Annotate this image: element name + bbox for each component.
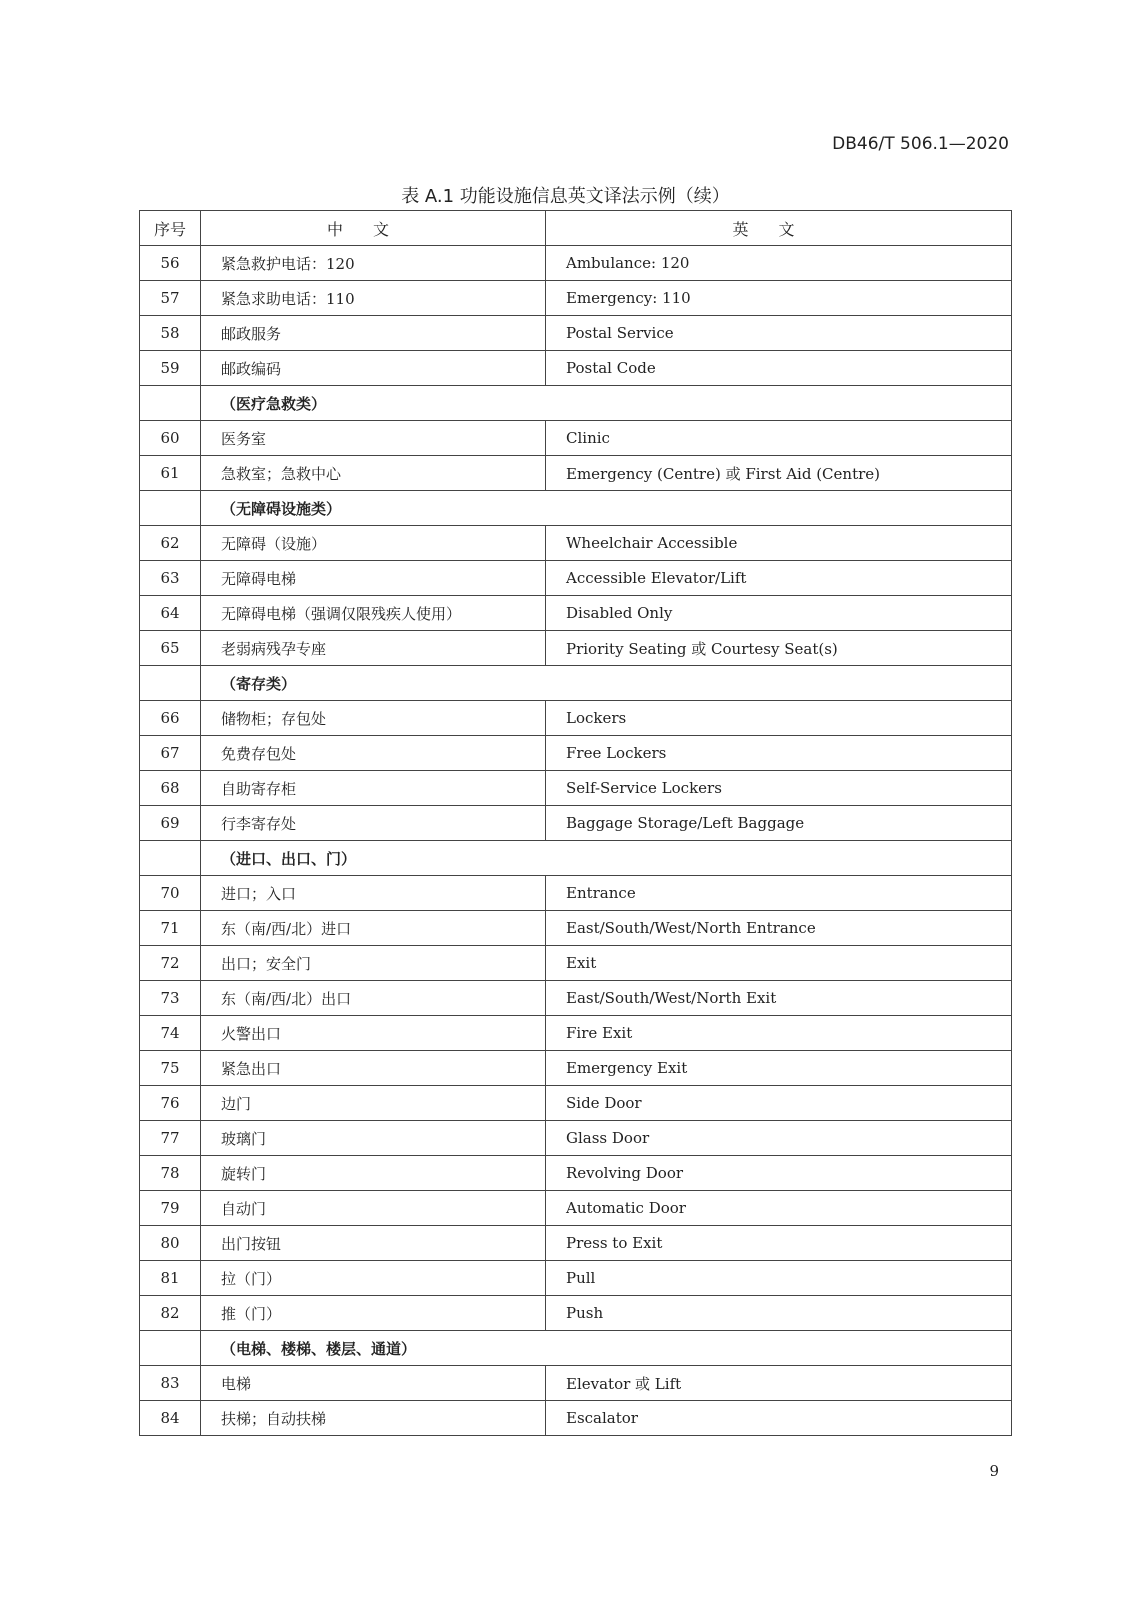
- row-number: 83: [140, 1366, 201, 1401]
- row-number: 71: [140, 911, 201, 946]
- english-term: Revolving Door: [546, 1156, 1012, 1191]
- row-number: 62: [140, 526, 201, 561]
- english-term: Baggage Storage/Left Baggage: [546, 806, 1012, 841]
- table-row: [140, 246, 1012, 281]
- table-row: [140, 1401, 1012, 1436]
- row-number: 76: [140, 1086, 201, 1121]
- table-row: [140, 561, 1012, 596]
- chinese-term: 旋转门: [201, 1156, 546, 1191]
- row-number: 69: [140, 806, 201, 841]
- chinese-term: 推（门）: [201, 1296, 546, 1331]
- table-row: [140, 316, 1012, 351]
- row-number: 74: [140, 1016, 201, 1051]
- row-number: 61: [140, 456, 201, 491]
- table-row: [140, 421, 1012, 456]
- chinese-term: 行李寄存处: [201, 806, 546, 841]
- table-body: [140, 246, 1012, 1436]
- row-number: 81: [140, 1261, 201, 1296]
- category-no-cell: [140, 1331, 201, 1366]
- english-term: Glass Door: [546, 1121, 1012, 1156]
- row-number: 64: [140, 596, 201, 631]
- row-number: 70: [140, 876, 201, 911]
- row-number: 56: [140, 246, 201, 281]
- document-code: DB46/T 506.1—2020: [832, 134, 1009, 154]
- english-term: Fire Exit: [546, 1016, 1012, 1051]
- column-header-no: 序号: [140, 211, 201, 246]
- english-term: Emergency (Centre) 或 First Aid (Centre): [546, 456, 1012, 491]
- english-term: Pull: [546, 1261, 1012, 1296]
- table-row: [140, 876, 1012, 911]
- chinese-term: 边门: [201, 1086, 546, 1121]
- english-term: Postal Code: [546, 351, 1012, 386]
- table-row: [140, 351, 1012, 386]
- table-row: [140, 806, 1012, 841]
- row-number: 73: [140, 981, 201, 1016]
- chinese-term: 急救室；急救中心: [201, 456, 546, 491]
- chinese-term: 火警出口: [201, 1016, 546, 1051]
- table-row: [140, 1261, 1012, 1296]
- table-row: [140, 1121, 1012, 1156]
- row-number: 77: [140, 1121, 201, 1156]
- english-term: Accessible Elevator/Lift: [546, 561, 1012, 596]
- english-term: Entrance: [546, 876, 1012, 911]
- chinese-term: 无障碍（设施）: [201, 526, 546, 561]
- category-label: （医疗急救类）: [201, 386, 1012, 421]
- table-row: [140, 526, 1012, 561]
- row-number: 79: [140, 1191, 201, 1226]
- row-number: 58: [140, 316, 201, 351]
- table-row: [140, 1156, 1012, 1191]
- category-no-cell: [140, 386, 201, 421]
- english-term: East/South/West/North Entrance: [546, 911, 1012, 946]
- row-number: 59: [140, 351, 201, 386]
- english-term: Disabled Only: [546, 596, 1012, 631]
- chinese-term: 邮政编码: [201, 351, 546, 386]
- table-row: [140, 1086, 1012, 1121]
- row-number: 80: [140, 1226, 201, 1261]
- english-term: Clinic: [546, 421, 1012, 456]
- row-number: 68: [140, 771, 201, 806]
- category-row: [140, 386, 1012, 421]
- row-number: 57: [140, 281, 201, 316]
- table-row: [140, 736, 1012, 771]
- row-number: 72: [140, 946, 201, 981]
- category-no-cell: [140, 841, 201, 876]
- category-label: （寄存类）: [201, 666, 1012, 701]
- table-row: [140, 946, 1012, 981]
- table-row: [140, 981, 1012, 1016]
- table-title: 表 A.1 功能设施信息英文译法示例（续）: [401, 186, 730, 207]
- english-term: Lockers: [546, 701, 1012, 736]
- english-term: Automatic Door: [546, 1191, 1012, 1226]
- category-row: [140, 666, 1012, 701]
- chinese-term: 自助寄存柜: [201, 771, 546, 806]
- english-term: Free Lockers: [546, 736, 1012, 771]
- table-row: [140, 596, 1012, 631]
- category-row: [140, 841, 1012, 876]
- category-row: [140, 1331, 1012, 1366]
- english-term: East/South/West/North Exit: [546, 981, 1012, 1016]
- chinese-term: 紧急出口: [201, 1051, 546, 1086]
- chinese-term: 拉（门）: [201, 1261, 546, 1296]
- row-number: 75: [140, 1051, 201, 1086]
- chinese-term: 东（南/西/北）出口: [201, 981, 546, 1016]
- column-header-chinese: 中文: [201, 211, 546, 246]
- english-term: Postal Service: [546, 316, 1012, 351]
- english-term: Push: [546, 1296, 1012, 1331]
- english-term: Ambulance: 120: [546, 246, 1012, 281]
- category-no-cell: [140, 666, 201, 701]
- table-row: [140, 771, 1012, 806]
- chinese-term: 无障碍电梯（强调仅限残疾人使用）: [201, 596, 546, 631]
- row-number: 66: [140, 701, 201, 736]
- table-row: [140, 701, 1012, 736]
- chinese-term: 紧急救护电话：120: [201, 246, 546, 281]
- chinese-term: 自动门: [201, 1191, 546, 1226]
- table-row: [140, 1366, 1012, 1401]
- english-term: Emergency: 110: [546, 281, 1012, 316]
- english-term: Elevator 或 Lift: [546, 1366, 1012, 1401]
- row-number: 63: [140, 561, 201, 596]
- english-term: Emergency Exit: [546, 1051, 1012, 1086]
- row-number: 82: [140, 1296, 201, 1331]
- chinese-term: 进口；入口: [201, 876, 546, 911]
- table-row: [140, 1226, 1012, 1261]
- table-row: [140, 281, 1012, 316]
- table-row: [140, 1191, 1012, 1226]
- table-header-row: [140, 211, 1012, 246]
- chinese-term: 玻璃门: [201, 1121, 546, 1156]
- english-term: Wheelchair Accessible: [546, 526, 1012, 561]
- chinese-term: 医务室: [201, 421, 546, 456]
- chinese-term: 储物柜；存包处: [201, 701, 546, 736]
- chinese-term: 紧急求助电话：110: [201, 281, 546, 316]
- chinese-term: 邮政服务: [201, 316, 546, 351]
- category-row: [140, 491, 1012, 526]
- row-number: 60: [140, 421, 201, 456]
- row-number: 78: [140, 1156, 201, 1191]
- chinese-term: 无障碍电梯: [201, 561, 546, 596]
- chinese-term: 东（南/西/北）进口: [201, 911, 546, 946]
- table-row: [140, 1296, 1012, 1331]
- english-term: Press to Exit: [546, 1226, 1012, 1261]
- row-number: 67: [140, 736, 201, 771]
- english-term: Escalator: [546, 1401, 1012, 1436]
- chinese-term: 出门按钮: [201, 1226, 546, 1261]
- table-row: [140, 911, 1012, 946]
- english-term: Priority Seating 或 Courtesy Seat(s): [546, 631, 1012, 666]
- english-term: Exit: [546, 946, 1012, 981]
- english-term: Self-Service Lockers: [546, 771, 1012, 806]
- chinese-term: 老弱病残孕专座: [201, 631, 546, 666]
- chinese-term: 电梯: [201, 1366, 546, 1401]
- category-no-cell: [140, 491, 201, 526]
- page-number: 9: [989, 1462, 999, 1480]
- chinese-term: 扶梯；自动扶梯: [201, 1401, 546, 1436]
- chinese-term: 出口；安全门: [201, 946, 546, 981]
- table-row: [140, 1016, 1012, 1051]
- table-row: [140, 456, 1012, 491]
- column-header-english: 英文: [546, 211, 1012, 246]
- row-number: 84: [140, 1401, 201, 1436]
- table-row: [140, 1051, 1012, 1086]
- category-label: （电梯、楼梯、楼层、通道）: [201, 1331, 1012, 1366]
- english-term: Side Door: [546, 1086, 1012, 1121]
- row-number: 65: [140, 631, 201, 666]
- chinese-term: 免费存包处: [201, 736, 546, 771]
- category-label: （进口、出口、门）: [201, 841, 1012, 876]
- table-row: [140, 631, 1012, 666]
- translation-table: [139, 210, 1012, 1436]
- category-label: （无障碍设施类）: [201, 491, 1012, 526]
